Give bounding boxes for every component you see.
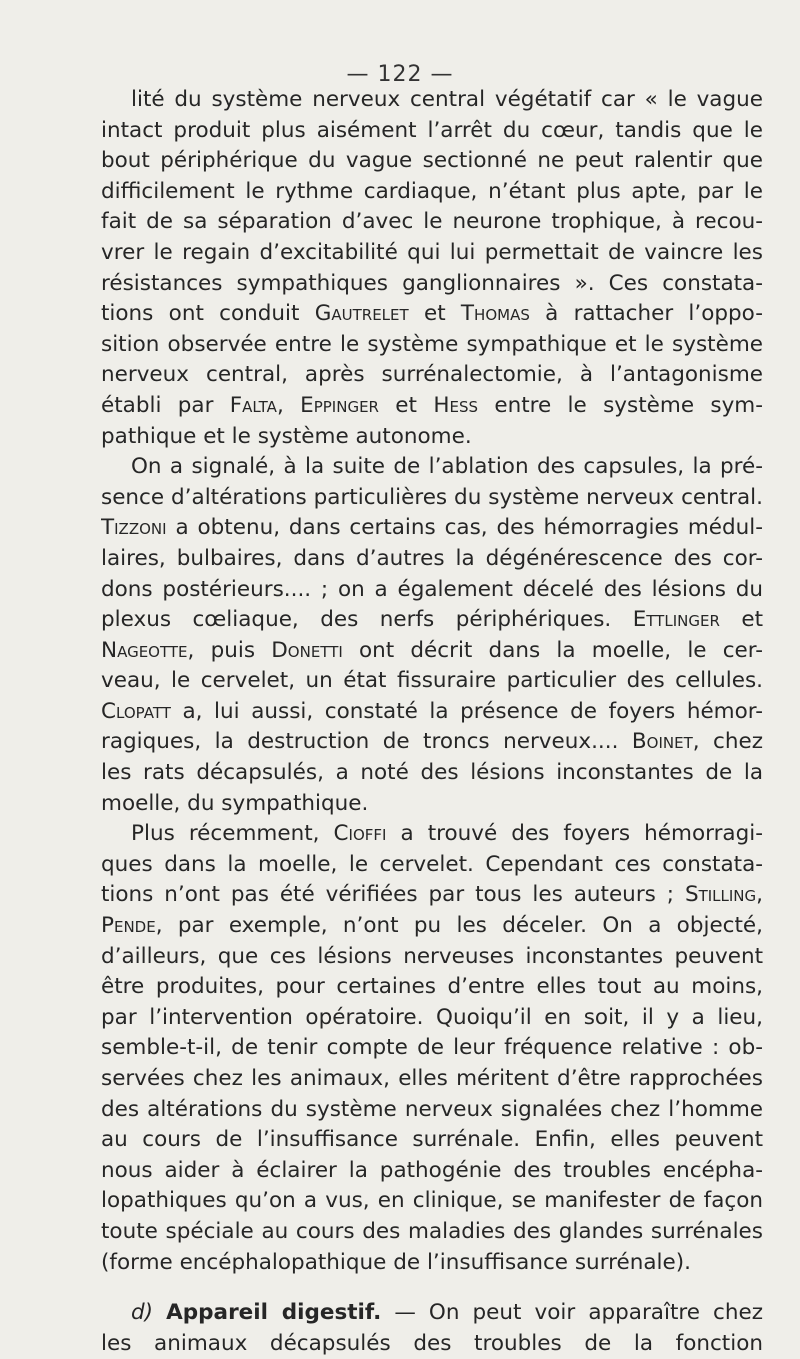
text-line: toute spéciale au cours des maladies des glandes surrénales <box>101 1218 763 1244</box>
section-heading-line <box>101 1298 763 1329</box>
section-heading-paragraph <box>101 1298 763 1359</box>
text-line: difficilement le rythme cardiaque, n’étant plus apte, par le <box>101 178 763 204</box>
text-line: tions ont conduit Gautrelet et Thomas à rattacher l’oppo- <box>101 301 763 327</box>
text-line: bout périphérique du vague sectionné ne peut ralentir que <box>101 148 763 174</box>
body-text <box>101 85 763 1359</box>
text-line: lité du système nerveux central végétatif car « le vague <box>131 87 763 112</box>
text-line: sition observée entre le système sympathique et le système <box>101 331 763 357</box>
text-line: plexus cœliaque, des nerfs périphériques. Ettlinger et <box>101 607 763 633</box>
text-line: d’ailleurs, que ces lésions nerveuses inconstantes peuvent <box>101 943 763 969</box>
section-label: d) <box>131 1300 154 1326</box>
text-line: (forme encéphalopathique de l’insuffisance surrénale). <box>101 1249 691 1275</box>
text-line: vrer le regain d’excitabilité qui lui permettait de vaincre les <box>101 239 763 265</box>
paragraph-3 <box>101 819 763 1278</box>
text-line: ragiques, la destruction de troncs nerveux.... Boinet, chez <box>101 729 763 755</box>
text-line: Clopatt a, lui aussi, constaté la présence de foyers hémor- <box>101 698 763 724</box>
section-title: Appareil digestif. <box>166 1300 382 1326</box>
text-line: résistances sympathiques ganglionnaires ». Ces constata- <box>101 270 763 296</box>
text-line: servées chez les animaux, elles méritent d’être rapprochées <box>101 1066 763 1091</box>
text-line: Tizzoni a obtenu, dans certains cas, des hémorragies médul- <box>101 515 763 541</box>
text-line: des altérations du système nerveux signalées chez l’homme <box>101 1096 763 1122</box>
text-line: semble-t-il, de tenir compte de leur fréquence relative : ob- <box>101 1035 763 1061</box>
text-line: veau, le cervelet, un état fissuraire particulier des cellules. <box>101 668 763 694</box>
text-line: Pende, par exemple, n’ont pu les déceler. On a objecté, <box>101 913 763 939</box>
text-line: nerveux central, après surrénalectomie, à l’antagonisme <box>101 362 763 388</box>
text-line: fait de sa séparation d’avec le neurone trophique, à recou- <box>101 209 763 235</box>
section-heading-rest: — On peut voir apparaître chez <box>381 1300 763 1326</box>
text-line: moelle, du sympathique. <box>101 790 369 816</box>
text-line: tions n’ont pas été vérifiées par tous les auteurs ; Stilling, <box>101 882 763 908</box>
paragraph-2 <box>101 452 763 819</box>
text-line: Plus récemment, Cioffi a trouvé des foyers hémorragi- <box>131 821 763 847</box>
text-line: par l’intervention opératoire. Quoiqu’il en soit, il y a lieu, <box>101 1004 763 1030</box>
text-line: au cours de l’insuffisance surrénale. Enfin, elles peuvent <box>101 1127 763 1153</box>
text-line: nous aider à éclairer la pathogénie des troubles encépha- <box>101 1157 763 1183</box>
text-line: Nageotte, puis Donetti ont décrit dans la moelle, le cer- <box>101 637 763 663</box>
text-line: laires, bulbaires, dans d’autres la dégénérescence des cor- <box>101 545 763 571</box>
text-line: être produites, pour certaines d’entre elles tout au moins, <box>101 974 763 1000</box>
text-line: dons postérieurs.... ; on a également décelé des lésions du <box>101 576 763 602</box>
text-line: intact produit plus aisément l’arrêt du cœur, tandis que le <box>101 117 763 143</box>
text-line: sence d’altérations particulières du système nerveux central. <box>101 484 763 510</box>
text-line: On a signalé, à la suite de l’ablation des capsules, la pré- <box>131 454 763 480</box>
section-gap <box>101 1278 763 1298</box>
text-line: lopathiques qu’on a vus, en clinique, se manifester de façon <box>101 1188 763 1214</box>
page-number: — 122 — <box>346 62 454 87</box>
text-line: ques dans la moelle, le cervelet. Cependant ces constata- <box>101 851 763 877</box>
text-line: pathique et le système autonome. <box>101 423 472 449</box>
text-line: les rats décapsulés, a noté des lésions inconstantes de la <box>101 760 763 786</box>
text-line: établi par Falta, Eppinger et Hess entre le système sym- <box>101 392 763 418</box>
section-text-line: les animaux décapsulés des troubles de la fonction <box>101 1330 763 1356</box>
paragraph-1 <box>101 85 763 452</box>
